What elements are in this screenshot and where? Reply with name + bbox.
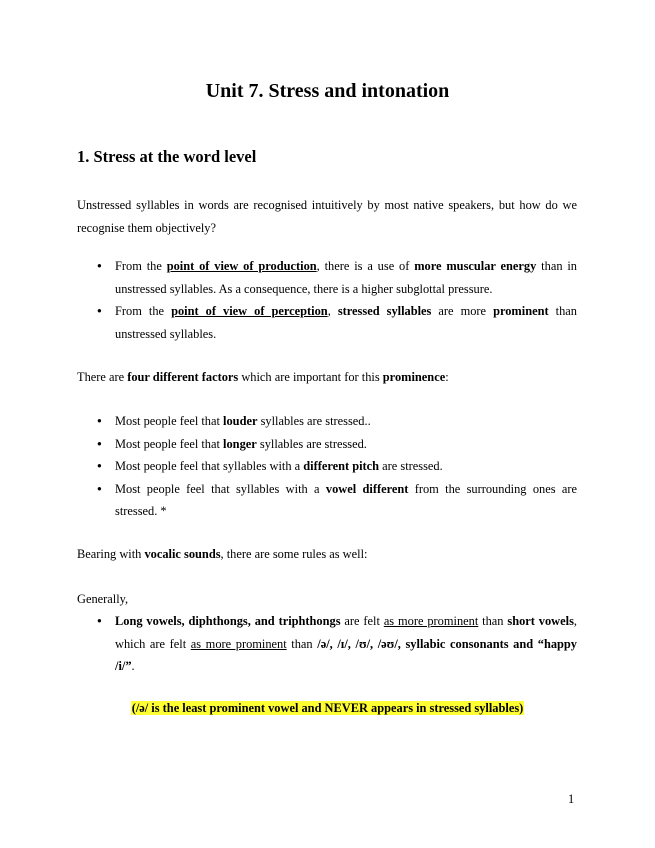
vocalic-paragraph: Bearing with vocalic sounds, there are some rules as well:	[77, 547, 368, 561]
page-title: Unit 7. Stress and intonation	[205, 80, 450, 102]
highlighted-note	[0, 698, 655, 718]
list-item-pitch: ● Most people feel that syllables with a different pitch are stressed.	[97, 455, 577, 478]
section-heading: 1. Stress at the word level	[77, 147, 257, 166]
generally-label: Generally,	[77, 592, 129, 606]
list-item-perception: ● From the point of view of perception, stressed syllables are more prominent than unstressed syllables.	[97, 300, 577, 345]
list-item-long-vowels: ● Long vowels, diphthongs, and triphthongs are felt as more prominent than short vowels, which are felt as more prominent than /ə/, /ɪ/, /ʊ/, /əʊ/, syllabic consonants and “happy /i/”.	[97, 610, 577, 678]
list-item-production: ● From the point of view of production, there is a use of more muscular energy than in unstressed syllables. As a consequence, there is a higher subglottal pressure.	[97, 255, 577, 300]
intro-paragraph: Unstressed syllables in words are recognised intuitively by most native speakers, but how do we recognise them objectively?	[77, 198, 577, 235]
list-item-longer: ● Most people feel that longer syllables are stressed.	[97, 433, 577, 456]
production-perception-list	[97, 255, 577, 345]
page-number: 1	[568, 792, 575, 806]
vowel-rules-list	[97, 610, 577, 678]
highlighted-note-text: (/ə/ is the least prominent vowel and NEVER appears in stressed syllables)	[131, 701, 524, 715]
list-item-vowel: ● Most people feel that syllables with a vowel different from the surrounding ones are stressed. *	[97, 478, 577, 523]
factors-paragraph: There are four different factors which are important for this prominence:	[77, 370, 449, 384]
prominence-factors-list	[97, 410, 577, 523]
list-item-louder: ● Most people feel that louder syllables are stressed..	[97, 410, 577, 433]
